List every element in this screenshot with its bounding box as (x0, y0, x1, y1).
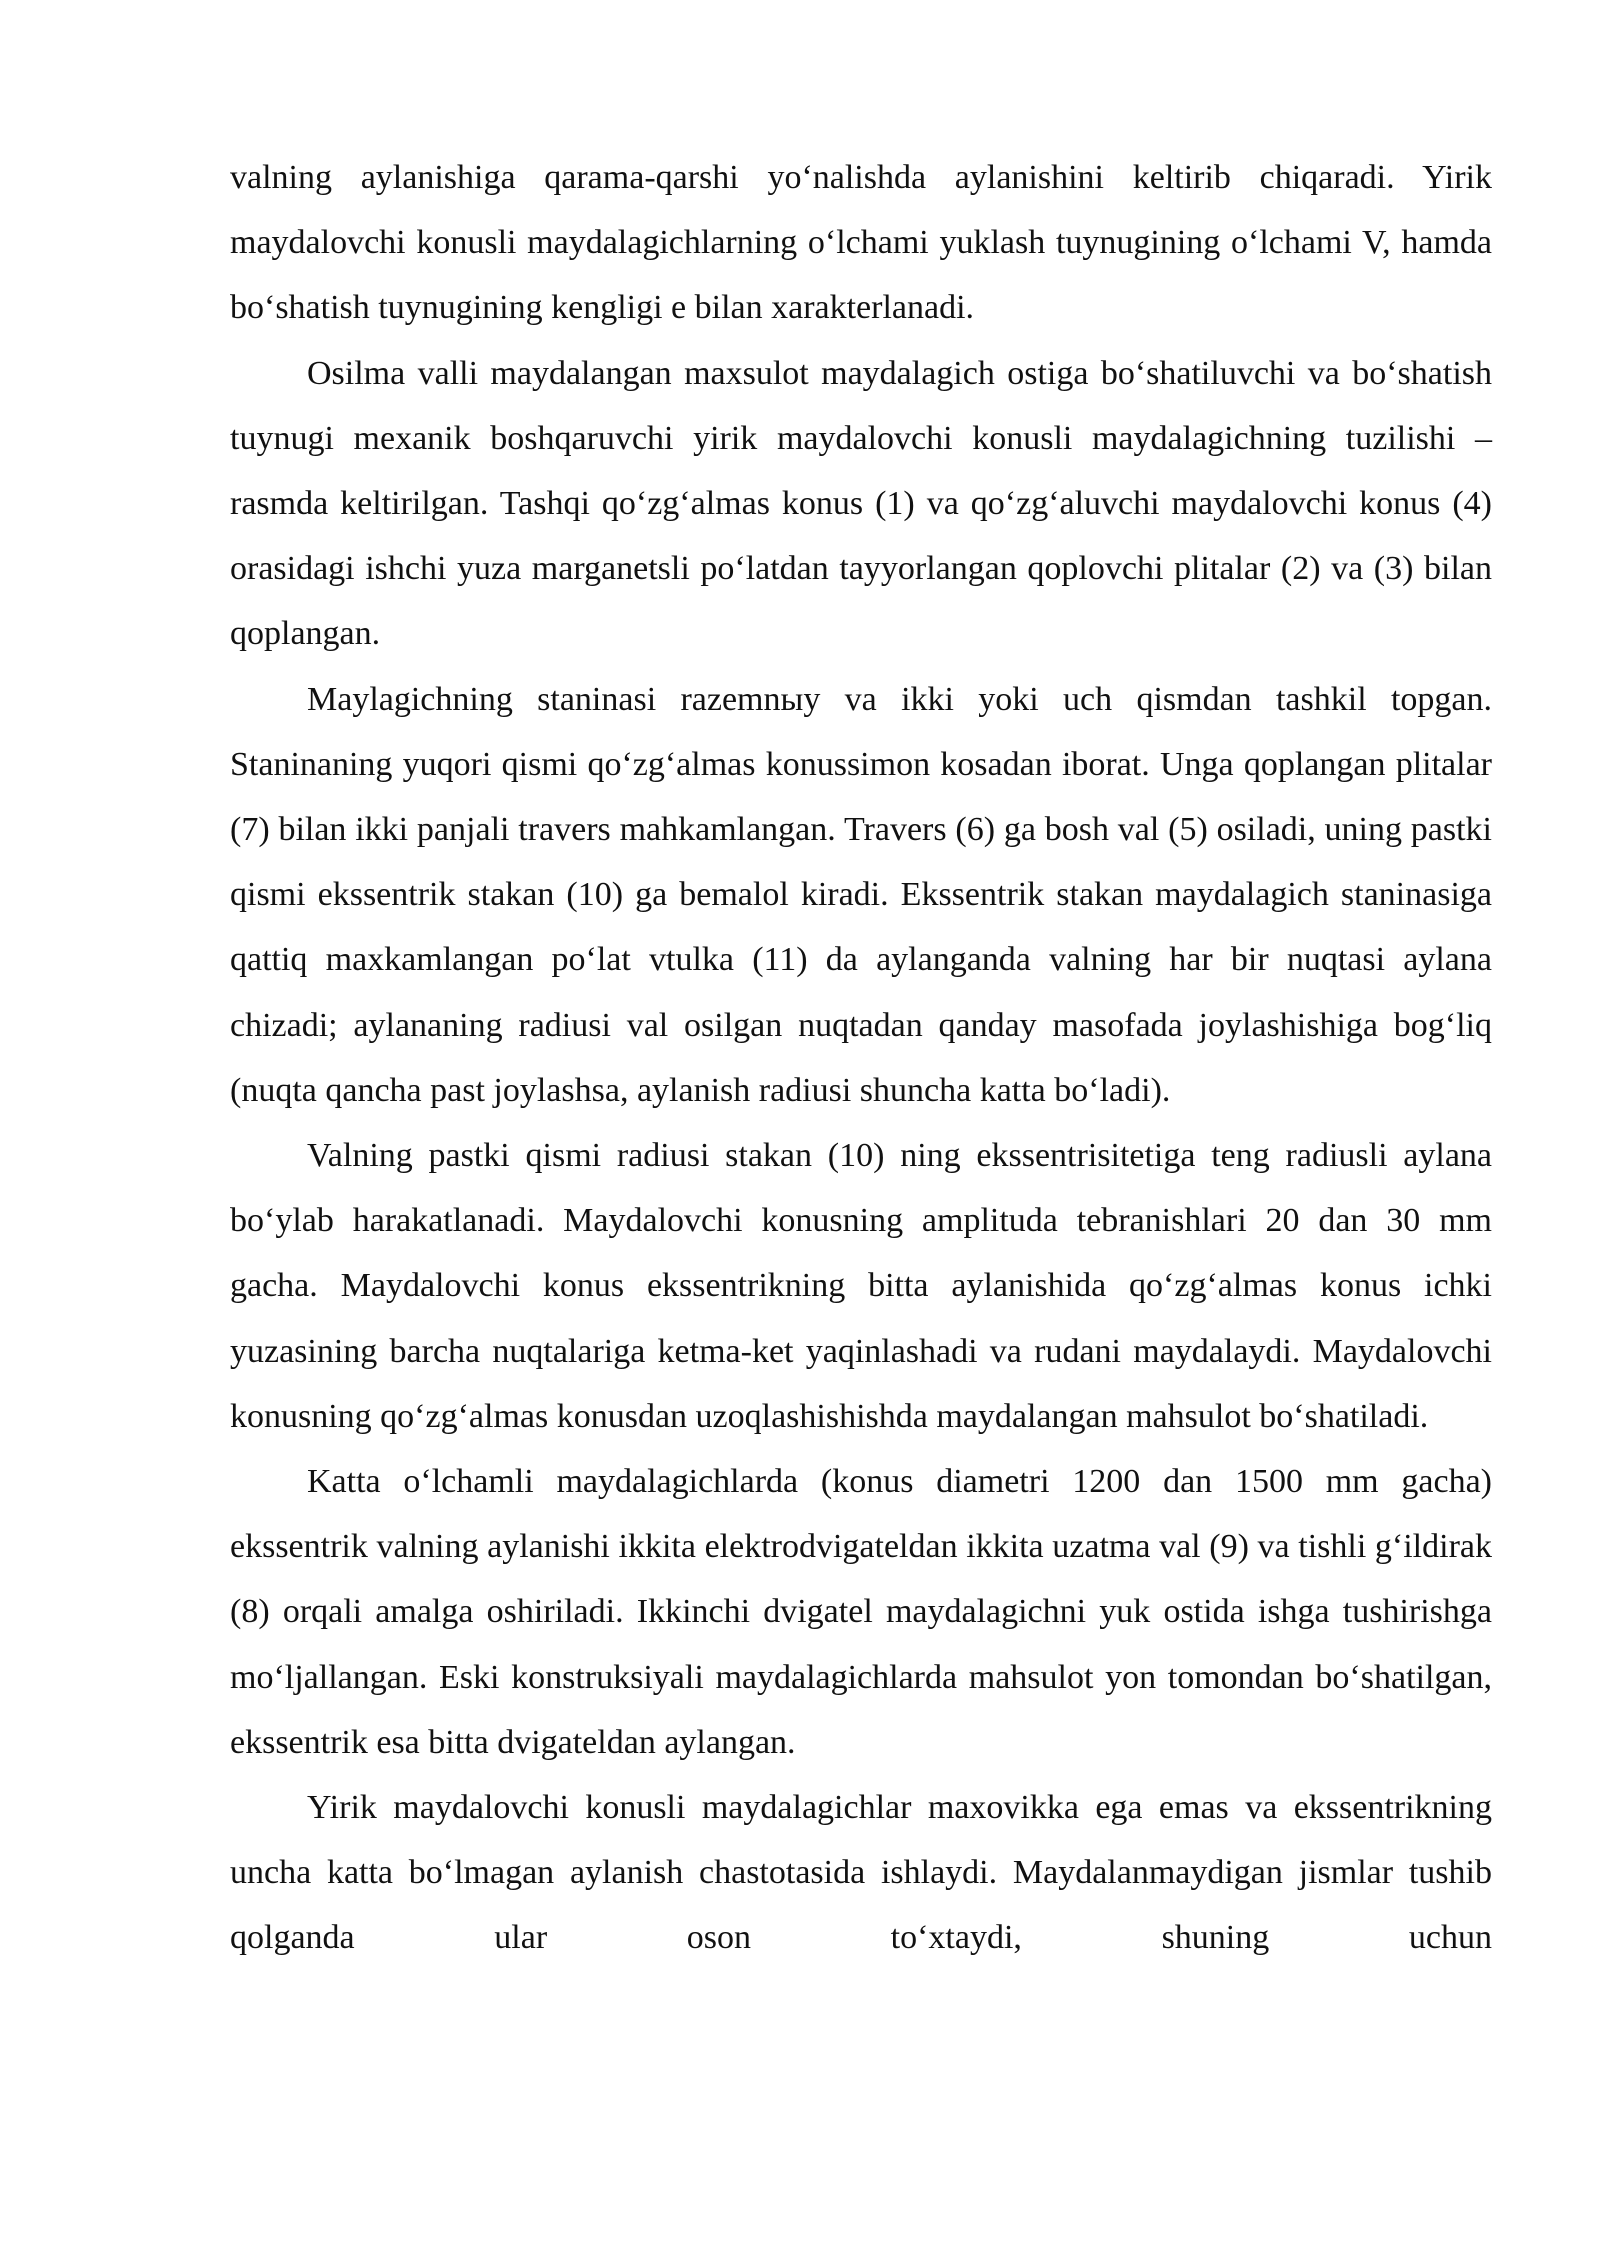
paragraph-6: Yirik maydalovchi konusli maydalagichlar maxovikka ega emas va ekssentrikning uncha katta bo‘lmagan aylanish chastotasida ishlaydi. Maydalanmaydigan jismlar tushib qolganda ular oson to‘xtaydi, shuning uchun (230, 1789, 1492, 1957)
paragraph-5: Katta o‘lchamli maydalagichlarda (konus diametri 1200 dan 1500 mm gacha) ekssentrik valning aylanishi ikkita elektrodvigateldan ikkita uzatma val (9) va tishli g‘ildirak (8) orqali amalga oshiriladi. Ikkinchi dvigatel maydalagichni yuk ostida ishga tushirishga mo‘ljallangan. Eski konstruksiyali maydalagichlarda mahsulot yon tomondan bo‘shatilgan, ekssentrik esa bitta dvigateldan aylangan. (230, 1463, 1492, 1761)
paragraph-4: Valning pastki qismi radiusi stakan (10) ning ekssentrisitetiga teng radiusli aylana bo‘ylab harakatlanadi. Maydalovchi konusning amplituda tebranishlari 20 dan 30 mm gacha. Maydalovchi konus ekssentrikning bitta aylanishida qo‘zg‘almas konus ichki yuzasining barcha nuqtalariga ketma-ket yaqinlashadi va rudani maydalaydi. Maydalovchi konusning qo‘zg‘almas konusdan uzoqlashishishda maydalangan mahsulot bo‘shatiladi. (230, 1137, 1492, 1435)
paragraph-2: Osilma valli maydalangan maxsulot maydalagich ostiga bo‘shatiluvchi va bo‘shatish tuynugi mexanik boshqaruvchi yirik maydalovchi konusli maydalagichning tuzilishi – rasmda keltirilgan. Tashqi qo‘zg‘almas konus (1) va qo‘zg‘aluvchi maydalovchi konus (4) orasidagi ishchi yuza marganetsli po‘latdan tayyorlangan qoplovchi plitalar (2) va (3) bilan qoplangan. (230, 354, 1492, 653)
paragraph-1: valning aylanishiga qarama-qarshi yo‘nalishda aylanishini keltirib chiqaradi. Yirik maydalovchi konusli maydalagichlarning o‘lchami yuklash tuynugining o‘lchami V, hamda bo‘shatish tuynugining kengligi e bilan xarakterlanadi. (230, 159, 1492, 327)
body-text (230, 145, 1492, 1971)
paragraph-3: Maylagichning staninasi razemnыy va ikki yoki uch qismdan tashkil topgan. Staninaning yuqori qismi qo‘zg‘almas konussimon kosadan iborat. Unga qoplangan plitalar (7) bilan ikki panjali travers mahkamlangan. Travers (6) ga bosh val (5) osiladi, uning pastki qismi ekssentrik stakan (10) ga bemalol kiradi. Ekssentrik stakan maydalagich staninasiga qattiq maxkamlangan po‘lat vtulka (11) da aylanganda valning har bir nuqtasi aylana chizadi; aylananing radiusi val osilgan nuqtadan qanday masofada joylashishiga bog‘liq (nuqta qancha past joylashsa, aylanish radiusi shuncha katta bo‘ladi). (230, 680, 1492, 1109)
